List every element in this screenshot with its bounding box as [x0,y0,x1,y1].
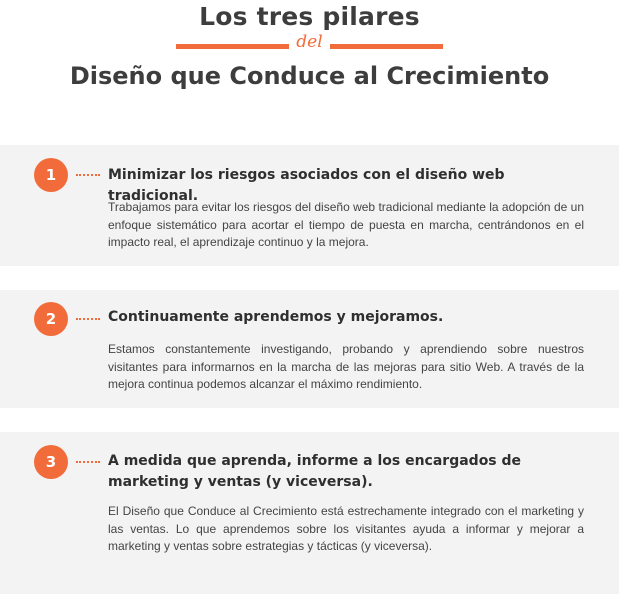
pillar-card [0,432,619,594]
step-number-badge: 2 [34,302,68,336]
pillar-title: Minimizar los riesgos asociados con el diseño web tradicional. [108,167,505,204]
dotted-connector [76,318,100,320]
pillar-card [0,145,619,266]
pillar-title: A medida que aprenda, informe a los encargados de marketing y ventas (y viceversa). [108,453,522,490]
dotted-connector [76,174,100,176]
pillar-description: Trabajamos para evitar los riesgos del diseño web tradicional mediante la adopción de un enfoque sistemático para acortar el tiempo de puesta en marcha, centrándonos en el impacto real, el aprendizaje continuo y la mejora. [108,200,584,249]
page-title: Los tres pilares [199,2,420,31]
title-connector: del [296,32,323,52]
pillar-description: Estamos constantemente investigando, probando y aprendiendo sobre nuestros visitantes para informarnos en la marcha de las mejoras para sitio Web. A través de la mejora continua podemos alcanzar el máximo rendimiento. [108,342,584,391]
pillar-title: Continuamente aprendemos y mejoramos. [108,309,444,325]
dotted-connector [76,461,100,463]
pillar-card [0,290,619,408]
divider-right [330,44,443,49]
page-subtitle: Diseño que Conduce al Crecimiento [69,62,550,90]
pillar-description: El Diseño que Conduce al Crecimiento está estrechamente integrado con el marketing y las ventas. Lo que aprendemos sobre los visitantes ayuda a informar y mejorar a marketing y ventas sobre estrategias y tácticas (y viceversa). [108,504,584,553]
step-number-badge: 1 [34,158,68,192]
divider-left [176,44,289,49]
step-number-badge: 3 [34,445,68,479]
